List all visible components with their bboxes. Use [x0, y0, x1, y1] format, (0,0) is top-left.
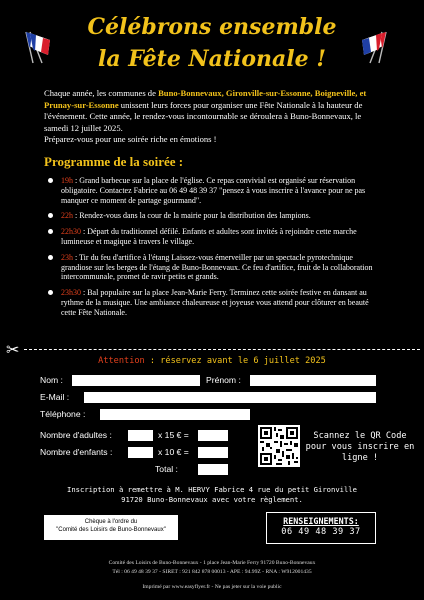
attention-notice: [0, 356, 424, 366]
renseignements-phone: 06 49 48 39 37: [281, 527, 361, 537]
programme-item: [44, 211, 384, 221]
programme-item: [44, 227, 384, 247]
intro-paragraph: [44, 88, 384, 146]
qr-code-icon[interactable]: [258, 425, 300, 467]
intro-text-1: Chaque année, les communes de: [44, 88, 159, 98]
email-field[interactable]: [84, 392, 376, 403]
programme-time: 22h: [61, 211, 73, 221]
enfants-amount-field[interactable]: [198, 447, 228, 458]
french-flags-right-icon: [352, 30, 392, 64]
programme-item: [44, 176, 384, 205]
total-label: Total :: [155, 464, 178, 474]
title-line1: Célébrons ensemble: [87, 14, 337, 40]
programme-text: : Départ du traditionnel défilé. Enfants et adultes sont invités à rejoindre cette marche lumineuse et magique à travers le village.: [61, 227, 357, 246]
adultes-amount-field[interactable]: [198, 430, 228, 441]
qr-instruction: Scannez le QR Code pour vous inscrire en ligne !: [305, 431, 415, 463]
prenom-field[interactable]: [250, 375, 376, 386]
title-line2: la Fête Nationale !: [98, 46, 326, 72]
programme-time: 23h: [61, 252, 73, 262]
prix-adulte-label: x 15 € =: [158, 430, 189, 440]
programme-item: [44, 288, 384, 317]
telephone-field[interactable]: [100, 409, 250, 420]
prenom-label: Prénom :: [206, 375, 241, 385]
intro-text-2: unissent leurs forces pour organiser une Fête Nationale à la hauteur de l'événement. Cette année, le rendez-vous incontournable se déroulera à Buno-Bonnevaux, le samedi 12 juillet 2025.: [44, 99, 363, 133]
attention-text: : réservez avant le 6 juillet 2025: [144, 356, 326, 366]
cheque-line1: Chèque à l'ordre du: [84, 519, 138, 525]
programme-time: 22h30: [61, 227, 81, 237]
email-label: E-Mail :: [40, 392, 70, 402]
programme-text: : Tir du feu d'artifice à l'étang Laissez-vous émerveiller par un spectacle pyrotechnique grandiose sur les berges de l'étang de Buno-Bonnevaux. Ce feu d'artifice, fruit de la collaboration intercommunale, promet de ravir petits et grands.: [61, 252, 373, 282]
intro-communes: Buno-Bonnevaux, Gironville-sur-Essonne, Boigneville, et Prunay-sur-Essonne: [44, 88, 367, 110]
total-field[interactable]: [198, 464, 228, 475]
enfants-field[interactable]: [128, 447, 153, 458]
footer-address: Comité des Loisirs de Buno-Bonnevaux - 1 place Jean-Marie Ferry 91720 Buno-Bonnevaux: [108, 560, 316, 566]
cheque-box: [44, 515, 178, 540]
programme-time: 23h30: [61, 288, 81, 298]
inscription-address: [0, 485, 424, 504]
programme-title: Programme de la soirée :: [44, 154, 184, 169]
nom-field[interactable]: [72, 375, 200, 386]
programme-text: : Grand barbecue sur la place de l'église. Ce repas convivial est organisé sur réservation obligatoire. Contactez Fabrice au 06 49 48 39 37 "pensez à vous inscrire à l'avance pour ne pas manquer ce moment de partage gourmand".: [61, 176, 366, 205]
french-flags-left-icon: [20, 30, 60, 64]
renseignements-box: [266, 512, 376, 544]
telephone-label: Téléphone :: [40, 409, 86, 419]
programme-list: [44, 176, 384, 324]
programme-text: : Bal populaire sur la place Jean-Marie Ferry. Terminez cette soirée festive en dansant au rythme de la musique. Une ambiance chaleureuse et joyeuse vous attend pour clôturer en beauté cette Fête Nationale.: [61, 288, 369, 317]
footer-legal: Tél : 06 49 48 39 37 - SIRET : 921 842 878 00013 - APE : 94.99Z - RNA : W912001435: [112, 569, 312, 575]
programme-time: 19h: [61, 176, 73, 185]
programme-text: : Rendez-vous dans la cour de la mairie pour la distribution des lampions.: [73, 211, 311, 221]
inscription-line2: 91720 Buno-Bonnevaux avec votre règlement.: [121, 494, 303, 504]
adultes-field[interactable]: [128, 430, 153, 441]
scissors-icon: ✂: [6, 342, 20, 359]
nom-label: Nom :: [40, 375, 63, 385]
cut-line: [24, 349, 420, 350]
programme-item: [44, 253, 384, 282]
adultes-label: Nombre d'adultes :: [40, 430, 112, 440]
intro-text-3: Préparez-vous pour une soirée riche en émotions !: [44, 134, 217, 145]
enfants-label: Nombre d'enfants :: [40, 447, 113, 457]
renseignements-title: RENSEIGNEMENTS:: [283, 516, 359, 526]
inscription-line1: Inscription à remettre à M. HERVY Fabrice 4 rue du petit Gironville: [67, 485, 357, 494]
prix-enfant-label: x 10 € =: [158, 447, 189, 457]
attention-label: Attention: [98, 356, 145, 366]
footer-printer: Imprimé par www.easyflyer.fr - Ne pas jeter sur la voie public: [142, 584, 282, 590]
cheque-line2: "Comité des Loisirs de Buno-Bonnevaux": [56, 527, 166, 533]
